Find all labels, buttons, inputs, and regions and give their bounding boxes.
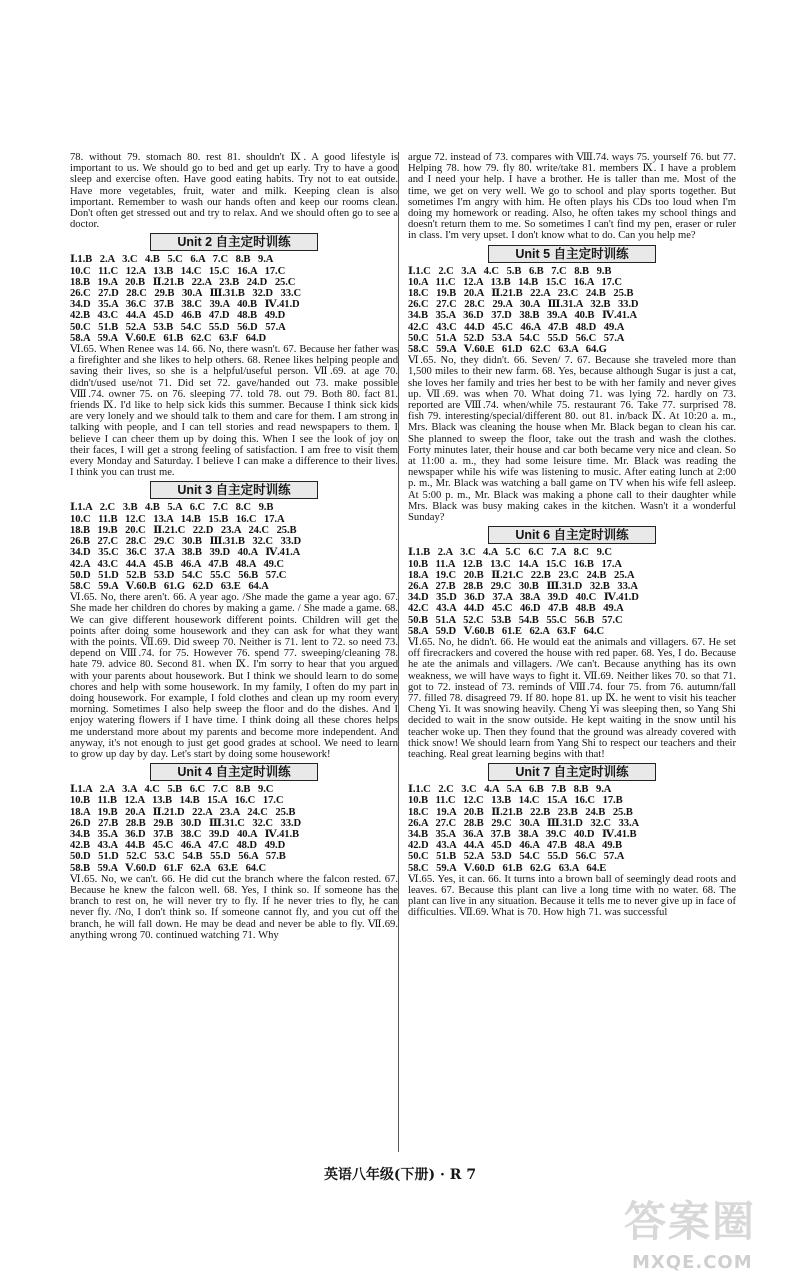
answer-row: 26.B 27.C 28.C 29.C 30.B Ⅲ.31.B 32.C 33.D bbox=[70, 536, 302, 548]
unit2-text: Ⅵ.65. When Renee was 14. 66. No, there wasn't. 67. Because her father was a firefighter and she likes to help others. 68. Renee likes helping people and saving their lives, so she is a helpful/useful person. Ⅶ.69. at age 70. didn't/used use/not 71. Did set 72. gave/handed out 73. make possible Ⅷ.74. owner 75. on 76. sleeping 77. told 78. out 79. Both 80. fact 81. friends Ⅸ. I'd like to help sick kids this summer. Because I think sick kids are very lonely and we should talk to them and care for them. I am strong in talking with people, and I can tell stories and read newspapers to them. I believe I can cheer them up by doing this. When I see the look of joy on their faces, I will get a strong feeling of satisfaction. I am free to visit them every Monday and Saturday. I believe I can make a difference to their lives. I think you can trust me. bbox=[70, 344, 398, 479]
unit4-banner: Unit 4 自主定时训练 bbox=[150, 763, 318, 781]
answer-row: 10.B 11.C 12.C 13.B 14.C 15.A 16.C 17.B bbox=[408, 795, 623, 807]
unit7-banner: Unit 7 自主定时训练 bbox=[488, 763, 656, 781]
answer-row: Ⅰ.1.C 2.C 3.A 4.C 5.B 6.B 7.C 8.B 9.B bbox=[408, 265, 612, 277]
answer-row: 18.C 19.B 20.A Ⅱ.21.B 22.A 23.C 24.B 25.B bbox=[408, 288, 634, 300]
unit3-answer-rows bbox=[70, 502, 398, 592]
answer-row: 58.A 59.D Ⅴ.60.B 61.E 62.A 63.F 64.C bbox=[408, 625, 605, 637]
answer-row: 34.D 35.D 36.D 37.A 38.A 39.D 40.C Ⅳ.41.D bbox=[408, 592, 639, 604]
unit5-text: Ⅵ.65. No, they didn't. 66. Seven/ 7. 67. Because she traveled more than 1,500 miles to their new farm. 68. Yes, because although Sugar is just a cat, she loves her family and tries her best to be with her family and never gives up. Ⅶ.69. was when 70. What doing 71. was lying 72. hardly on 73. reported are Ⅷ.74. when/while 75. restaurant 76. Take 77. surprised 78. fish 79. interesting/special/different 80. out 81. in/back Ⅸ. At 10:20 a. m., Mrs. Black was cleaning the house when Mr. Black began to clean his car. She planned to sweep the floor, take out the trash and wash the clothes. Forty minutes later, their house and car both became very nice and clean. So at 11:00 a. m., they had some leisure time. Mr. Black was reading the newspaper while his wife was listening to music. After eating lunch at 2:00 p. m., Mr. Black was watching a ball game on TV when his wife fell asleep. At 5:00 p. m., Mr. Black was making a phone call to their daughter while Mrs. Black was busy making cakes in the kitchen. Wasn't it a wonderful Sunday? bbox=[408, 355, 736, 524]
answer-row: 26.D 27.B 28.B 29.B 30.D Ⅲ.31.C 32.C 33.D bbox=[70, 817, 302, 829]
unit6-banner: Unit 6 自主定时训练 bbox=[488, 526, 656, 544]
answer-row: 34.B 35.A 36.D 37.B 38.C 39.D 40.A Ⅳ.41.B bbox=[70, 828, 300, 840]
answer-row: 50.C 51.B 52.A 53.D 54.C 55.D 56.C 57.A bbox=[408, 851, 625, 863]
unit4-answer-rows bbox=[70, 784, 398, 874]
answer-row: 42.A 43.C 44.A 45.B 46.A 47.B 48.A 49.C bbox=[70, 558, 284, 570]
answer-row: 42.B 43.C 44.A 45.D 46.B 47.D 48.B 49.D bbox=[70, 310, 286, 322]
answer-row: 18.B 19.A 20.B Ⅱ.21.B 22.A 23.B 24.D 25.C bbox=[70, 276, 296, 288]
answer-row: Ⅰ.1.B 2.A 3.C 4.A 5.C 6.C 7.A 8.C 9.C bbox=[408, 547, 612, 559]
answer-row: 18.A 19.B 20.A Ⅱ.21.D 22.A 23.A 24.C 25.B bbox=[70, 806, 296, 818]
answer-row: 26.A 27.B 28.B 29.C 30.B Ⅲ.31.D 32.B 33.A bbox=[408, 580, 638, 592]
answer-row: 34.B 35.A 36.A 37.B 38.A 39.C 40.D Ⅳ.41.B bbox=[408, 828, 637, 840]
unit2-answer-rows bbox=[70, 254, 398, 344]
answer-row: 42.D 43.A 44.A 45.D 46.A 47.B 48.A 49.B bbox=[408, 840, 622, 852]
answer-row: 58.C 59.A Ⅴ.60.D 61.B 62.G 63.A 64.E bbox=[408, 862, 607, 874]
answer-row: Ⅰ.1.A 2.A 3.A 4.C 5.B 6.C 7.C 8.B 9.C bbox=[70, 784, 274, 796]
answer-row: 50.C 51.B 52.A 53.B 54.C 55.D 56.D 57.A bbox=[70, 321, 286, 333]
unit4-tail-text: argue 72. instead of 73. compares with Ⅷ.74. ways 75. yourself 76. but 77. Helping 78. how 79. fly 80. write/take 81. members Ⅸ. I have a problem and I need your help. I have a brother. He is taller than me. Most of the time, we get on very well. We go to school and play sports together. But sometimes I'm angry with him. He often plays his CDs too loud when I'm doing my homework or reading. Also, he often takes my school things and doesn't return them to me. So sometimes I can't find my pen, eraser or ruler in class. I'm very upset. I don't know what to do. Can you help me? bbox=[408, 152, 736, 242]
unit3-banner: Unit 3 自主定时训练 bbox=[150, 481, 318, 499]
unit5-banner: Unit 5 自主定时训练 bbox=[488, 245, 656, 263]
watermark-logo-text: 答案圈 bbox=[624, 1197, 757, 1246]
answer-row: 58.A 59.A Ⅴ.60.E 61.B 62.C 63.F 64.D bbox=[70, 332, 267, 344]
unit6-text: Ⅵ.65. No, he didn't. 66. He would eat the animals and villagers. 67. He set off firecrackers and covered the house with red paper. 68. Yes, I do. Because he ate the animals and villagers. /We can't. Because anything has its own weakness, we will have ways to fight it. Ⅶ.69. Neither likes 70. so that 71. got to 72. instead of 73. reminds of Ⅷ.74. four 75. from 76. autumn/fall 77. filled 78. disagreed 79. If 80. hope 81. up Ⅸ. he went to visit his teacher Cheng Yi. It was snowing heavily. Cheng Yi was sleeping then, so Yang Shi decided to wait in the snow outside. He kept waiting in the snow until his teacher woke up. Then they found that the ground was already covered with thick snow! We should learn from Yang Shi to respect our teachers and their teaching. Real great learning begins with that! bbox=[408, 636, 736, 760]
answer-row: 10.C 11.C 12.A 13.B 14.C 15.C 16.A 17.C bbox=[70, 265, 286, 277]
right-column bbox=[408, 152, 736, 919]
answer-row: 10.B 11.B 12.A 13.B 14.B 15.A 16.C 17.C bbox=[70, 795, 284, 807]
unit2-banner: Unit 2 自主定时训练 bbox=[150, 233, 318, 251]
answer-row: 50.B 51.A 52.C 53.B 54.B 55.C 56.B 57.C bbox=[408, 614, 623, 626]
unit1-tail-text: 78. without 79. stomach 80. rest 81. shouldn't Ⅸ. A good lifestyle is important to us. We should go to bed and get up early. Try to have a good sleep and exercise often. Have good eating habits. Try not to eat outside. Have more vegetables, fruit, water and milk. Keeping clean is also important. Remember to wash our hands often and keep our rooms clean. Don't often get stressed out and try to relax. And we should often go to see a doctor. bbox=[70, 152, 398, 231]
answer-row: 58.B 59.A Ⅴ.60.D 61.F 62.A 63.E 64.C bbox=[70, 862, 267, 874]
answer-row: 26.C 27.C 28.C 29.A 30.A Ⅲ.31.A 32.B 33.D bbox=[408, 299, 639, 311]
unit7-answer-rows bbox=[408, 784, 736, 874]
answer-row: 18.B 19.B 20.C Ⅱ.21.C 22.D 23.A 24.C 25.B bbox=[70, 524, 297, 536]
watermark-logo bbox=[624, 1192, 794, 1278]
answer-row: 18.C 19.A 20.B Ⅱ.21.B 22.B 23.B 24.B 25.B bbox=[408, 806, 633, 818]
answer-row: 10.B 11.A 12.B 13.C 14.A 15.C 16.B 17.A bbox=[408, 558, 622, 570]
answer-row: 26.C 27.D 28.C 29.B 30.A Ⅲ.31.B 32.D 33.C bbox=[70, 288, 302, 300]
answer-row: 26.A 27.C 28.B 29.C 30.A Ⅲ.31.D 32.C 33.A bbox=[408, 817, 640, 829]
answer-row: 10.C 11.B 12.C 13.A 14.B 15.B 16.C 17.A bbox=[70, 513, 285, 525]
answer-row: 10.A 11.C 12.A 13.B 14.B 15.C 16.A 17.C bbox=[408, 276, 622, 288]
watermark-url: MXQE.COM bbox=[632, 1252, 753, 1273]
answer-row: 42.C 43.A 44.D 45.C 46.D 47.B 48.B 49.A bbox=[408, 603, 624, 615]
answer-row: 42.C 43.C 44.D 45.C 46.A 47.B 48.D 49.A bbox=[408, 321, 625, 333]
answer-row: Ⅰ.1.A 2.C 3.B 4.B 5.A 6.C 7.C 8.C 9.B bbox=[70, 502, 274, 514]
left-column bbox=[70, 152, 398, 941]
answer-row: Ⅰ.1.B 2.A 3.C 4.B 5.C 6.A 7.C 8.B 9.A bbox=[70, 254, 274, 266]
answer-row: 34.D 35.C 36.C 37.A 38.B 39.D 40.A Ⅳ.41.A bbox=[70, 547, 301, 559]
unit6-answer-rows bbox=[408, 547, 736, 637]
column-divider bbox=[398, 152, 399, 1152]
unit7-text: Ⅵ.65. Yes, it can. 66. It turns into a brown ball of seemingly dead roots and leaves. 67. Because this plant can live a long time with no water. 68. The plant can live in any situation. Because it tells me to never give up in face of difficulties. Ⅶ.69. What is 70. How high 71. was successful bbox=[408, 873, 736, 919]
answer-row: 50.D 51.D 52.C 53.C 54.B 55.D 56.A 57.B bbox=[70, 851, 286, 863]
answer-row: 34.B 35.A 36.D 37.D 38.B 39.A 40.B Ⅳ.41.A bbox=[408, 310, 638, 322]
answer-row: 50.D 51.D 52.B 53.D 54.C 55.C 56.B 57.C bbox=[70, 569, 287, 581]
answer-row: Ⅰ.1.C 2.C 3.C 4.A 5.A 6.B 7.B 8.B 9.A bbox=[408, 784, 612, 796]
unit4-text: Ⅵ.65. No, we can't. 66. He did cut the branch where the falcon rested. 67. Because he knew the falcon well. 68. Yes, I think so. If someone has the branch to rest on, he will never try to fly. If he never tries to fly, he can never fly. /No, I don't think so. If someone cannot fly, and you cut off the branch, he will fall down. He may be dead and never be able to fly. Ⅶ.69. anything wrong 70. continued watching 71. Why bbox=[70, 873, 398, 941]
unit5-answer-rows bbox=[408, 266, 736, 356]
answer-row: 58.C 59.A Ⅴ.60.B 61.G 62.D 63.E 64.A bbox=[70, 580, 269, 592]
unit3-text: Ⅵ.65. No, there aren't. 66. A year ago. /She made the game a year ago. 67. She made her children do chores by making a game. / She made a game. 68. We can give different housework different points. Children will get the points after doing some housework and they can ask for what they want with the points. Ⅶ.69. Did sweep 70. Neither is 71. lent to 72. so need 73. depend on Ⅷ.74. for 75. However 76. spend 77. sweeping/cleaning 78. hate 79. advice 80. Second 81. when Ⅸ. I'm sorry to hear that you argued with your parents about housework. But I think we should learn to do some chores and help with some housework. In my family, I often do my part in doing housework. For example, I fold clothes and clean up my room every morning. Sometimes I also help sweep the floor and do the dishes. And I enjoy watering flowers if I have time. I think doing all these chores helps me understand more about my parents and become more independent. And anyway, it's not enough to just get good grades at school. We need to learn to grow up day by day. Let's start by doing some housework! bbox=[70, 592, 398, 760]
answer-row: 18.A 19.C 20.B Ⅱ.21.C 22.B 23.C 24.B 25.A bbox=[408, 569, 635, 581]
answer-row: 58.C 59.A Ⅴ.60.E 61.D 62.C 63.A 64.G bbox=[408, 344, 607, 356]
answer-row: 34.D 35.A 36.C 37.B 38.C 39.A 40.B Ⅳ.41.D bbox=[70, 299, 300, 311]
answer-row: 50.C 51.A 52.D 53.A 54.C 55.D 56.C 57.A bbox=[408, 332, 625, 344]
answer-row: 42.B 43.A 44.B 45.C 46.A 47.C 48.D 49.D bbox=[70, 840, 286, 852]
page-footer: 英语八年级(下册) · R 7 bbox=[323, 1167, 477, 1183]
